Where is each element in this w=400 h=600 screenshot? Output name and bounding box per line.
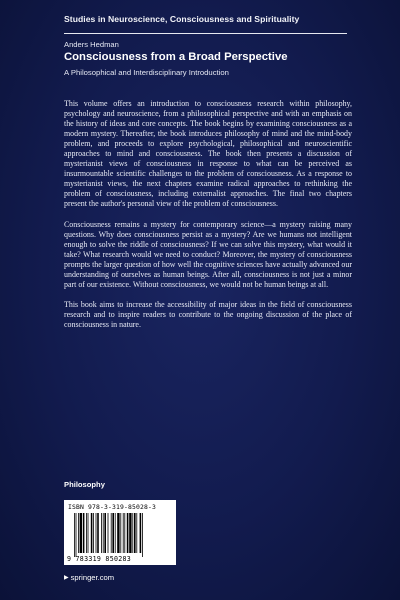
barcode-bar <box>129 513 131 553</box>
book-subtitle: A Philosophical and Interdisciplinary Introduction <box>64 68 229 77</box>
subject-category: Philosophy <box>64 480 105 489</box>
barcode-bar <box>80 513 82 553</box>
blurb-paragraph: This volume offers an introduction to consciousness research within philosophy, psychology and neuroscience, from a philosophical perspective and with an emphasis on the history of ideas and core concepts. The book begins by examining consciousness as a modern mystery. Thereafter, the book introduces philosophy of mind and the mind-body problem, and proceeds to explore psychological, philosophical and neuroscientific approaches to mind and consciousness. The book then presents a discussion of mysterianist views of consciousness in response to what can be perceived as insurmountable scientific challenges to the problem of consciousness. As a response to mysterianist views, the next chapters examine radical approaches to rethinking the problem of consciousness, including externalist approaches. The final two chapters present the author's personal view of the problem of consciousness. <box>64 99 352 209</box>
barcode-bar <box>132 513 133 553</box>
barcode-bar <box>117 513 119 553</box>
isbn-label: ISBN 978-3-319-85028-3 <box>68 503 156 511</box>
barcode-bar <box>101 513 102 553</box>
barcode-bar <box>93 513 94 553</box>
blurb-paragraph: Consciousness remains a mystery for contemporary science—a mystery raising many questions. Why does consciousness persist as a mystery? Are we humans not intelligent enough to solve the riddle of consciousness? If we can solve this mystery, what would it take? What research would we need to conduct? Moreover, the mystery of consciousness prompts the larger question of how well the cognitive sciences have actually advanced our understanding of ourselves as human beings. After all, consciousness is not just a minor part of our existence. Without consciousness, we would not be human beings at all. <box>64 219 352 289</box>
blurb <box>64 99 352 340</box>
barcode-bar <box>91 513 93 553</box>
barcode-bar <box>127 513 129 553</box>
author-name: Anders Hedman <box>64 40 119 49</box>
series-divider <box>64 33 347 34</box>
barcode-bar <box>86 513 87 553</box>
barcode-bar <box>96 513 97 553</box>
barcode-bars <box>74 513 170 557</box>
barcode <box>64 500 176 565</box>
triangle-right-icon: ▶ <box>64 574 69 581</box>
barcode-bar <box>83 513 85 553</box>
barcode-bar <box>74 513 75 557</box>
barcode-bar <box>123 513 124 553</box>
barcode-bar <box>115 513 116 553</box>
barcode-bar <box>136 513 137 553</box>
barcode-bar <box>104 513 106 553</box>
barcode-bar <box>78 513 79 553</box>
publisher-link[interactable] <box>64 573 114 582</box>
barcode-bar <box>97 513 99 553</box>
barcode-bar <box>142 513 143 557</box>
barcode-bar <box>134 513 136 553</box>
barcode-bar <box>76 513 77 557</box>
series-title: Studies in Neuroscience, Consciousness and Spirituality <box>64 14 300 24</box>
blurb-paragraph: This book aims to increase the accessibility of major ideas in the field of consciousness research and to inspire readers to contribute to the ongoing discussion of the place of consciousness in nature. <box>64 299 352 329</box>
barcode-bar <box>140 513 142 553</box>
barcode-bar <box>112 513 114 553</box>
barcode-digits: 9 783319 850283 <box>67 555 132 563</box>
publisher-url: springer.com <box>70 573 115 582</box>
book-title: Consciousness from a Broad Perspective <box>64 51 288 63</box>
barcode-bar <box>111 513 112 553</box>
barcode-bar <box>103 513 104 553</box>
barcode-bar <box>88 513 89 553</box>
barcode-bar <box>120 513 121 553</box>
barcode-bar <box>124 513 125 553</box>
barcode-bar <box>108 513 109 553</box>
